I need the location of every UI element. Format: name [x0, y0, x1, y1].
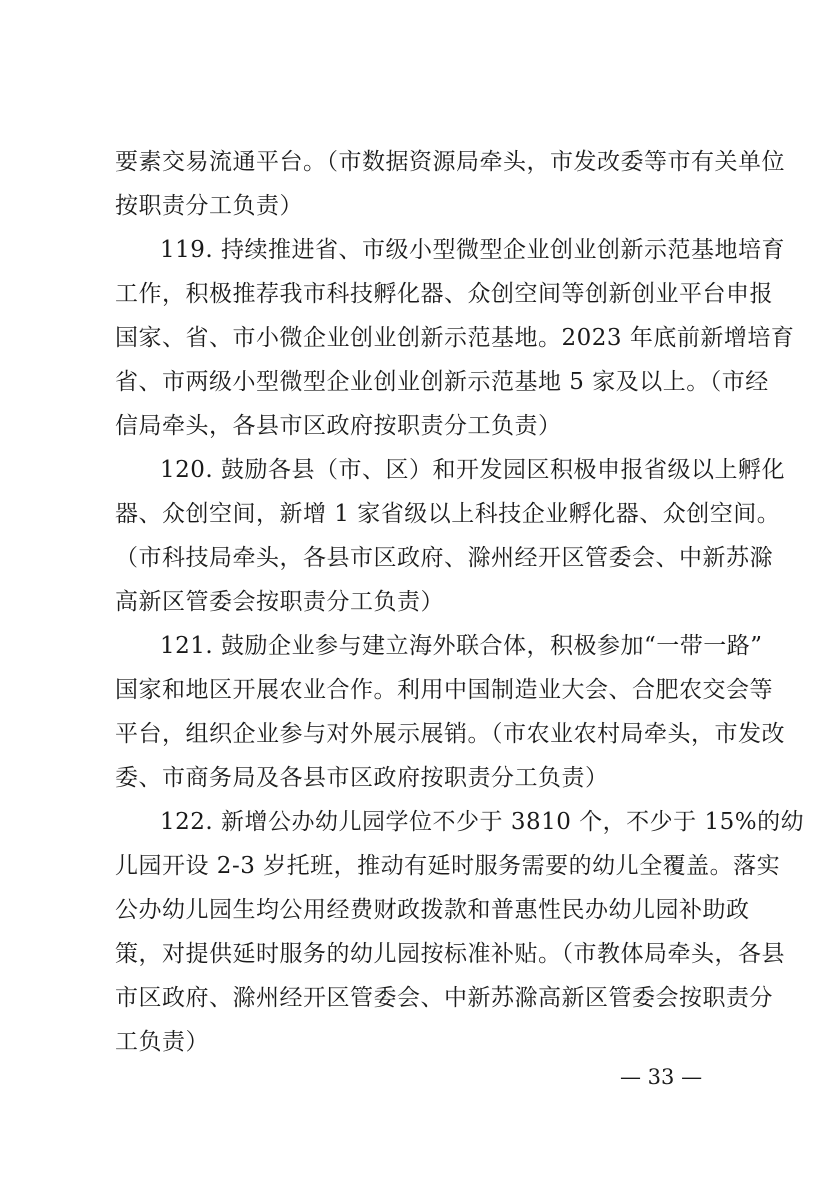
text-line	[0, 140, 823, 184]
line-text: 工作，积极推荐我市科技孵化器、众创空间等创新创业平台申报	[115, 281, 773, 307]
page-number: — 33 —	[620, 1065, 703, 1089]
line-text: 国家和地区开展农业合作。利用中国制造业大会、合肥农交会等	[115, 677, 773, 703]
line-text: 按职责分工负责）	[115, 193, 303, 219]
line-text: 121. 鼓励企业参与建立海外联合体，积极参加“一带一路”	[160, 633, 763, 659]
text-line	[0, 272, 823, 316]
line-text: （市科技局牵头，各县市区政府、滁州经开区管委会、中新苏滁	[115, 545, 773, 571]
text-line	[0, 228, 823, 272]
line-text: 国家、省、市小微企业创业创新示范基地。2023 年底前新增培育	[115, 325, 795, 351]
line-text: 高新区管委会按职责分工负责）	[115, 589, 444, 615]
line-text: 器、众创空间，新增 1 家省级以上科技企业孵化器、众创空间。	[115, 501, 781, 527]
text-line	[0, 536, 823, 580]
text-line	[0, 624, 823, 668]
line-text: 122. 新增公办幼儿园学位不少于 3810 个，不少于 15%的幼	[160, 809, 805, 835]
text-line	[0, 448, 823, 492]
text-line	[0, 668, 823, 712]
line-text: 信局牵头，各县市区政府按职责分工负责）	[115, 413, 562, 439]
text-line	[0, 932, 823, 976]
line-text: 省、市两级小型微型企业创业创新示范基地 5 家及以上。（市经	[115, 369, 769, 395]
text-line	[0, 844, 823, 888]
text-line	[0, 580, 823, 624]
line-text: 120. 鼓励各县（市、区）和开发园区积极申报省级以上孵化	[160, 457, 786, 483]
text-line	[0, 976, 823, 1020]
text-line	[0, 492, 823, 536]
text-line	[0, 360, 823, 404]
text-line	[0, 800, 823, 844]
line-text: 委、市商务局及各县市区政府按职责分工负责）	[115, 765, 609, 791]
text-line	[0, 712, 823, 756]
line-text: 工负责）	[115, 1029, 209, 1055]
line-text: 市区政府、滁州经开区管委会、中新苏滁高新区管委会按职责分	[115, 985, 773, 1011]
text-line	[0, 404, 823, 448]
text-line	[0, 316, 823, 360]
line-text: 119. 持续推进省、市级小型微型企业创业创新示范基地培育	[160, 237, 786, 263]
line-text: 平台，组织企业参与对外展示展销。（市农业农村局牵头，市发改	[115, 721, 785, 747]
line-text: 策，对提供延时服务的幼儿园按标准补贴。（市教体局牵头，各县	[115, 941, 785, 967]
line-text: 公办幼儿园生均公用经费财政拨款和普惠性民办幼儿园补助政	[115, 897, 750, 923]
text-line	[0, 756, 823, 800]
line-text: 儿园开设 2-3 岁托班，推动有延时服务需要的幼儿全覆盖。落实	[115, 853, 781, 879]
line-text: 要素交易流通平台。（市数据资源局牵头，市发改委等市有关单位	[115, 149, 785, 175]
text-line	[0, 1020, 823, 1064]
text-line	[0, 184, 823, 228]
text-line	[0, 888, 823, 932]
